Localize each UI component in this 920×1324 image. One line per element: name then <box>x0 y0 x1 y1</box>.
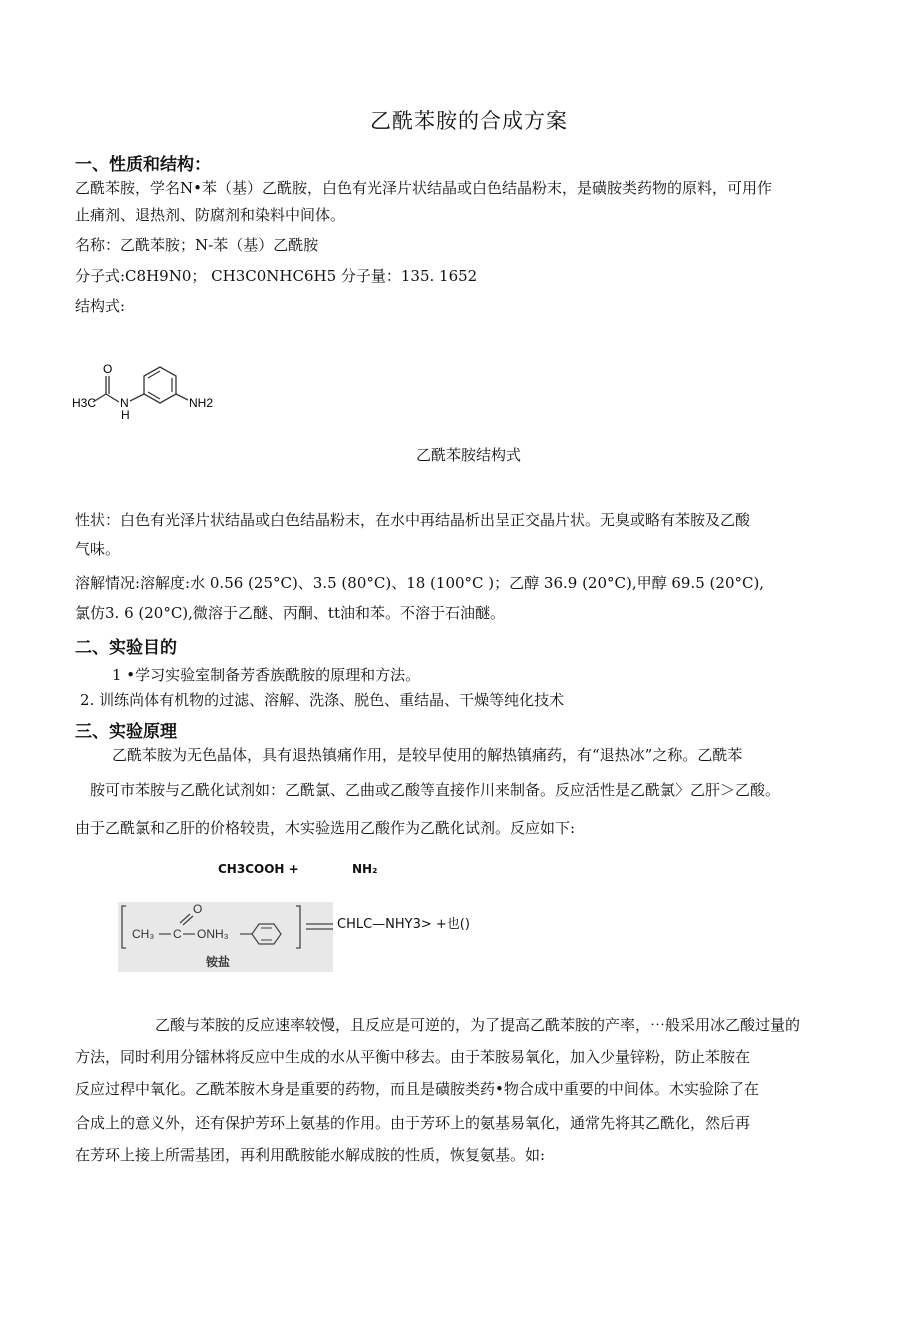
principle-para2-line3: 反应过稈中氧化。乙酰苯胺木身是重要的药物，而且是磺胺类药•物合成中重要的中间体。木实验除了在 <box>75 1080 759 1098</box>
intro-text-line1: 乙酰苯胺，学名N•苯（基）乙酰胺，白色有光泽片状结晶或白色结晶粉末，是磺胺类药物的原料，可用作 <box>75 179 772 197</box>
properties-line2: 气味。 <box>75 540 121 558</box>
reaction-product: CHLC—NHY3> +也() <box>337 917 470 932</box>
intro-text-line2: 止痛剂、退热剂、防腐剂和染料中间体。 <box>75 206 346 224</box>
formula-line: 分子式:C8H9N0； CH3C0NHC6H5 分子量：135. 1652 <box>75 267 478 285</box>
reaction-reactant-acetic-acid: CH3COOH + <box>218 862 299 876</box>
bond <box>176 394 188 400</box>
principle-para2-line5: 在芳环上接上所需基团，再利用酰胺能水解成胺的性质，恢复氨基。如: <box>75 1146 546 1164</box>
name-line: 名称：乙酰苯胺；N-苯（基）乙酰胺 <box>75 236 319 254</box>
solubility-line2: 氯仿3. 6 (20°C),微溶于乙醚、丙酮、tt油和苯。不溶于石油醚。 <box>75 604 505 622</box>
ammonium-salt-scan <box>118 902 333 972</box>
ch3-label: H3C <box>72 396 97 410</box>
salt-oxygen-label: O <box>193 902 203 916</box>
benzene-ring <box>144 367 176 403</box>
objective-item-2: 2. 训练尚体有机物的过滤、溶解、洗涤、脱色、重结晶、干燥等纯化技术 <box>80 691 565 709</box>
principle-para2-line2: 方法，同时利用分镭林将反应中生成的水从平衡中移去。由于苯胺易氧化，加入少量锌粉，防止苯胺在 <box>75 1048 751 1066</box>
structure-label: 结构式: <box>75 297 126 315</box>
principle-para1-line3: 由于乙酰氯和乙肝的价格较贵，木实验选用乙酸作为乙酰化试剂。反应如下: <box>75 819 576 837</box>
salt-label: 铵盐 <box>206 955 231 969</box>
salt-carbon-label: C <box>173 927 182 941</box>
page-title: 乙酰苯胺的合成方案 <box>370 109 568 133</box>
section-heading-principle: 三、实验原理 <box>75 722 177 742</box>
section-heading-properties: 一、性质和结构： <box>75 155 211 175</box>
properties-line1: 性状：白色有光泽片状结晶或白色结晶粉末，在水中再结晶析出呈正交晶片状。无臭或略有苯胺及乙酸 <box>75 511 751 529</box>
nitrogen-label: N <box>120 396 129 410</box>
nh2-label: NH2 <box>189 396 214 410</box>
section-heading-objectives: 二、实验目的 <box>75 638 177 658</box>
salt-ch3-label: CH₃ <box>132 927 155 941</box>
solubility-line1: 溶解情况:溶解度:水 0.56 (25°C)、3.5 (80°C)、18 (100°C )；乙醇 36.9 (20°C),甲醇 69.5 (20°C), <box>75 574 765 592</box>
bond <box>130 394 144 401</box>
principle-para2-line1: 乙酸与苯胺的反应速率较慢，且反应是可逆的，为了提高乙酰苯胺的产率，⋯般采用冰乙酸过量的 <box>155 1016 801 1034</box>
salt-onh3-label: ONH₃ <box>197 927 229 941</box>
hydrogen-label: H <box>121 408 130 422</box>
objective-item-1: 1 •学习实验室制备芳香族酰胺的原理和方法。 <box>112 666 421 684</box>
bond <box>106 394 119 402</box>
principle-para1-line2: 胺可市苯胺与乙酰化试剂如：乙酰氯、乙曲或乙酸等直接作川来制备。反应活性是乙酰氯〉乙肝＞乙酸。 <box>90 781 781 799</box>
reaction-reactant-aniline: NH₂ <box>352 862 378 876</box>
acetanilide-structure-diagram <box>72 362 222 422</box>
oxygen-label: O <box>103 362 113 376</box>
principle-para1-line1: 乙酰苯胺为无色晶体，具有退热镇痛作用，是较早使用的解热镇痛药，有“退热冰”之称。乙酰苯 <box>112 746 743 764</box>
structure-caption: 乙酰苯胺结构式 <box>416 446 522 464</box>
principle-para2-line4: 合成上的意义外，还有保护芳环上氨基的作用。由于芳环上的氨基易氧化，通常先将其乙酰化，然后再 <box>75 1114 751 1132</box>
